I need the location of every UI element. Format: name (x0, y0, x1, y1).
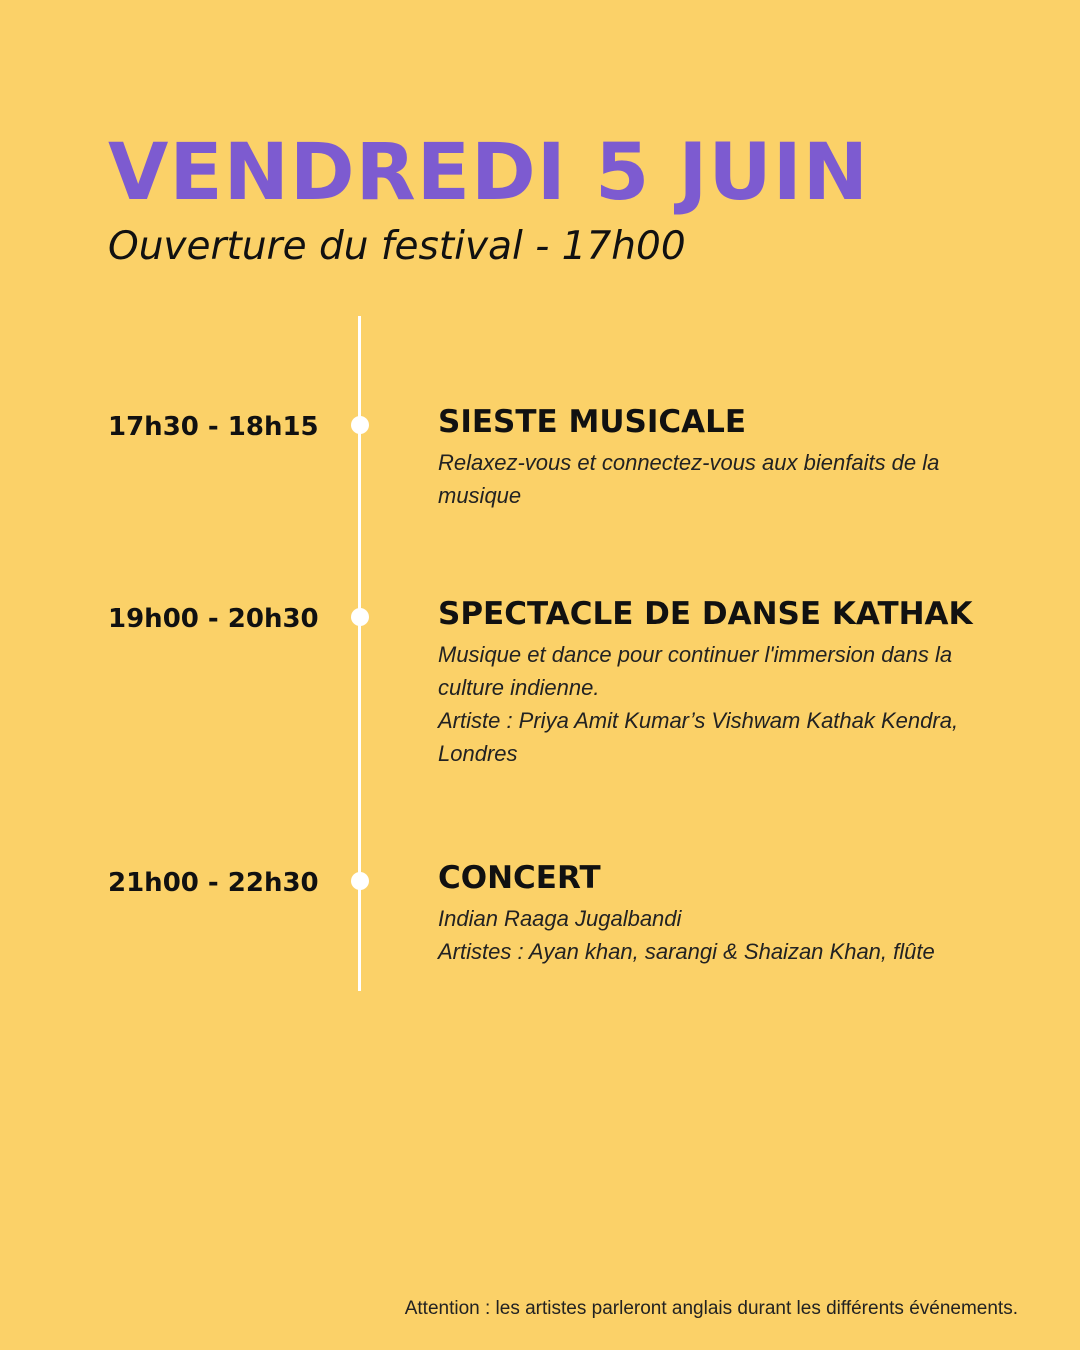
timeline-dot (351, 608, 369, 626)
event-artist-line: Artiste : Priya Amit Kumar’s Vishwam Kathak Kendra, Londres (438, 708, 959, 766)
event-title: SIESTE MUSICALE (438, 404, 747, 440)
event-body (438, 594, 998, 770)
page-subtitle: Ouverture du festival - 17h00 (108, 224, 686, 269)
page-title: VENDREDI 5 JUIN (108, 128, 870, 218)
event-body (438, 402, 998, 512)
event-time: 19h00 - 20h30 (108, 604, 319, 634)
timeline-dot (351, 872, 369, 890)
event-description-line: Relaxez-vous et connectez-vous aux bienfaits de la musique (438, 450, 940, 508)
event-title: SPECTACLE DE DANSE KATHAK (438, 596, 973, 632)
timeline-dot (351, 416, 369, 434)
event-artist-line: Artistes : Ayan khan, sarangi & Shaizan Khan, flûte (438, 939, 935, 964)
event-time: 17h30 - 18h15 (108, 412, 319, 442)
event-title: CONCERT (438, 860, 601, 896)
event-description-line: Musique et dance pour continuer l'immersion dans la culture indienne. (438, 642, 953, 700)
event-time: 21h00 - 22h30 (108, 868, 319, 898)
event-description-line: Indian Raaga Jugalbandi (438, 906, 682, 931)
event-description (438, 638, 998, 770)
event-description (438, 902, 998, 968)
footer-note: Attention : les artistes parleront anglais durant les différents événements. (404, 1298, 1018, 1319)
event-body (438, 858, 998, 968)
event-description (438, 446, 998, 512)
